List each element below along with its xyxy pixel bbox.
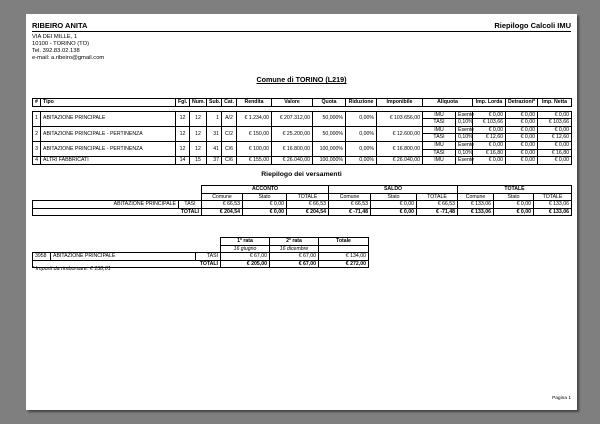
- immobili-table: [32, 98, 572, 165]
- rata-1-date: 16 giugno: [221, 245, 270, 253]
- col-tipo: Tipo: [41, 99, 176, 107]
- totali-row: TOTALI € 205,00 € 67,00 € 272,00: [33, 260, 369, 268]
- col-quota: Quota: [313, 99, 346, 107]
- header-divider: [32, 31, 571, 32]
- totali-row: TOTALI € 204,54 € 0,00 € 204,54 € -71,48 € 0,00 € -71,48 € 133,06 € 0,00 € 133,06: [33, 208, 572, 216]
- rate-table: [32, 237, 369, 268]
- page-number: Pagina 1: [552, 396, 571, 401]
- comune-title: Comune di TORINO (L219): [256, 75, 347, 84]
- table-row: 2 ABITAZIONE PRINCIPALE - PERTINENZA 12 12 31 C/2 € 150,00 € 25.200,00 50,000% 0,00% € 12.600,00 IMU Esente € 0,00 € 0,00 € 0,00: [33, 126, 572, 134]
- table-row: 4 ALTRI FABBRICATI 14 15 37 C/6 € 155,00 € 26.040,00 100,000% 0,00% € 26.040,00 IMU Esente € 0,00 € 0,00 € 0,00: [33, 157, 572, 165]
- col-num: Num.: [190, 99, 207, 107]
- col-aliquota: Aliquota: [423, 99, 473, 107]
- taxpayer-name: RIBEIRO ANITA: [32, 21, 88, 30]
- col-valore: Valore: [272, 99, 313, 107]
- col-imp-netta: Imp. Netta: [538, 99, 572, 107]
- table-row: 3958 ABITAZIONE PRINCIPALE TASI € 67,00 € 67,00 € 134,00: [33, 253, 369, 261]
- riepilogo-table: [32, 185, 572, 216]
- rata-2-date: 16 dicembre: [270, 245, 319, 253]
- address-line: VIA DEI MILLE, 1: [32, 34, 78, 40]
- document-page: [26, 14, 577, 410]
- table-row: 3 ABITAZIONE PRINCIPALE - PERTINENZA 12 12 41 C/6 € 100,00 € 16.800,00 100,000% 0,00% € 16.800,00 IMU Esente € 0,00 € 0,00 € 0,00: [33, 141, 572, 149]
- phone-line: Tel. 392.83.02.138: [32, 48, 80, 54]
- rimborso-note: * Importi da rimborsare: € 138,01: [32, 266, 111, 272]
- rate-header-row: [33, 238, 369, 246]
- group-acconto: ACCONTO: [202, 186, 329, 194]
- table-row: TASI 0,10% € 16,80 € 0,00 € 16,80: [33, 149, 572, 157]
- group-saldo: SALDO: [329, 186, 458, 194]
- col-detrazioni: Detrazioni*: [506, 99, 538, 107]
- rate-dates-row: [33, 245, 369, 253]
- immobili-header-row: [33, 99, 572, 107]
- col-cat: Cat.: [222, 99, 237, 107]
- riepilogo-subheader-row: Comune Stato TOTALE Comune Stato TOTALE Comune Stato TOTALE: [33, 193, 572, 201]
- col-sub: Sub.: [207, 99, 222, 107]
- immobili-body: [33, 106, 572, 164]
- col-index: #: [33, 99, 41, 107]
- table-row: ABITAZIONE PRINCIPALE TASI € 66,53 € 0,00 € 66,53 € 66,53 € 0,00 € 66,53 € 133,06 € 0,00 € 133,06: [33, 201, 572, 209]
- col-riduzione: Riduzione: [346, 99, 377, 107]
- city-line: 10100 - TORINO (TO): [32, 41, 90, 47]
- table-row: 1 ABITAZIONE PRINCIPALE 12 12 1 A/2 € 1.234,00 € 207.312,00 50,000% 0,00% € 103.656,00 IMU Esente € 0,00 € 0,00 € 0,00: [33, 111, 572, 119]
- col-imp-lorda: Imp. Lorda: [473, 99, 506, 107]
- riepilogo-group-row: [33, 186, 572, 194]
- email-line: e-mail: a.ribeiro@gmail.com: [32, 55, 105, 61]
- col-fgl: Fgl.: [176, 99, 190, 107]
- group-totale: TOTALE: [458, 186, 572, 194]
- rata-1-header: 1ª rata: [221, 238, 270, 246]
- col-rendita: Rendita: [237, 99, 272, 107]
- table-row: TASI 0,10% € 103,66 € 0,00 € 103,66: [33, 119, 572, 127]
- rata-2-header: 2ª rata: [270, 238, 319, 246]
- report-title: Riepilogo Calcoli IMU: [494, 21, 571, 30]
- col-imponibile: Imponibile: [377, 99, 423, 107]
- riepilogo-title: Riepilogo dei versamenti: [261, 171, 342, 178]
- table-row: TASI 0,10% € 12,60 € 0,00 € 12,60: [33, 134, 572, 142]
- rata-totale-header: Totale: [319, 238, 369, 246]
